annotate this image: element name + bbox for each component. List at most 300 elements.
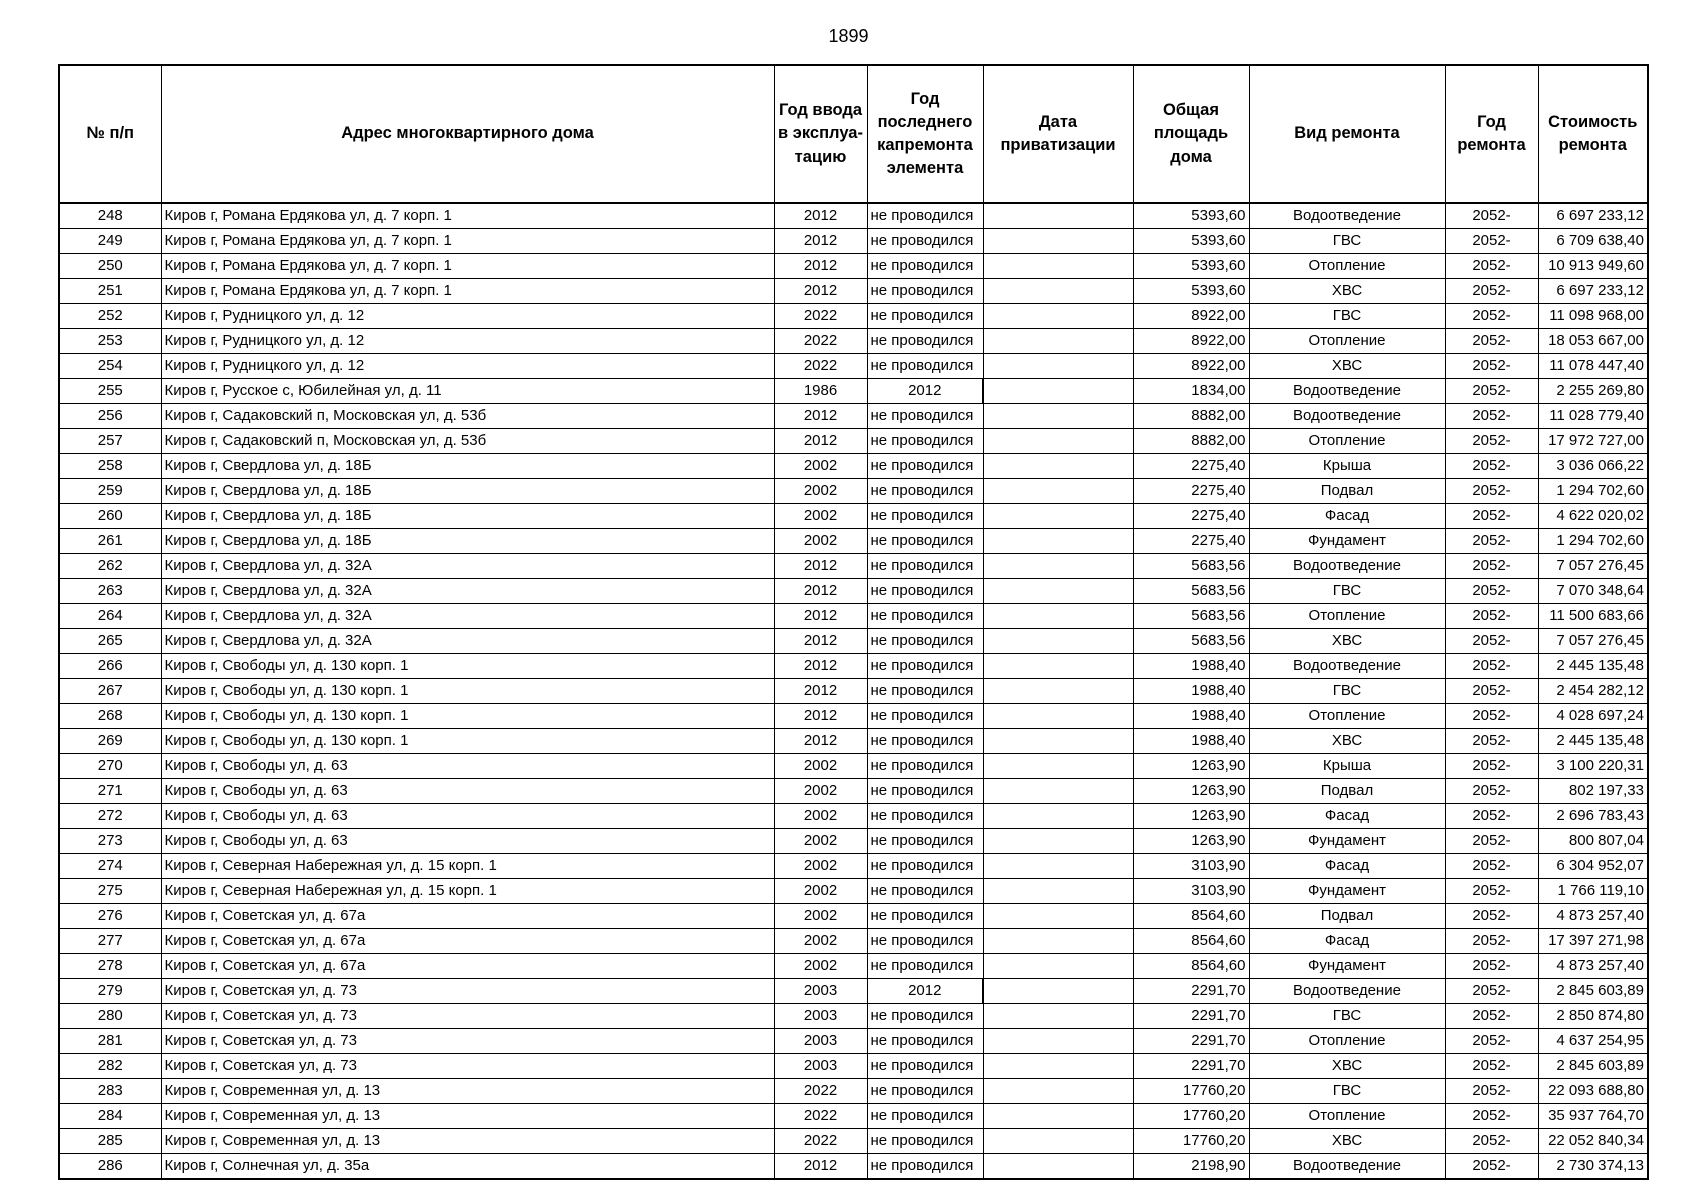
cell-privatization [983,279,1133,304]
cell-repair-year: 2052- [1445,754,1538,779]
cell-privatization [983,404,1133,429]
cell-num: 249 [59,229,161,254]
cell-year-built: 2012 [774,404,867,429]
header-area: Общая площадь дома [1133,65,1249,203]
cell-repair-year: 2052- [1445,629,1538,654]
table-row [59,554,1648,579]
cell-year-built: 2003 [774,1004,867,1029]
cell-last-repair: не проводился [867,704,983,729]
cell-cost: 2 445 135,48 [1538,729,1648,754]
header-repair-type: Вид ремонта [1249,65,1445,203]
cell-address: Киров г, Свердлова ул, д. 32А [161,629,774,654]
cell-area: 1988,40 [1133,729,1249,754]
table-row [59,954,1648,979]
cell-last-repair: не проводился [867,579,983,604]
cell-repair-type: ХВС [1249,1129,1445,1154]
cell-year-built: 2022 [774,1104,867,1129]
cell-repair-type: Водоотведение [1249,654,1445,679]
cell-address: Киров г, Свободы ул, д. 130 корп. 1 [161,654,774,679]
cell-year-built: 2003 [774,979,867,1004]
cell-last-repair: 2012 [867,379,983,404]
cell-repair-year: 2052- [1445,379,1538,404]
cell-year-built: 2012 [774,254,867,279]
cell-year-built: 2002 [774,454,867,479]
cell-area: 5393,60 [1133,229,1249,254]
cell-repair-type: Отопление [1249,604,1445,629]
cell-repair-year: 2052- [1445,254,1538,279]
cell-privatization [983,704,1133,729]
cell-area: 8564,60 [1133,954,1249,979]
table-body [59,203,1648,1179]
cell-num: 258 [59,454,161,479]
cell-cost: 3 100 220,31 [1538,754,1648,779]
cell-num: 262 [59,554,161,579]
cell-address: Киров г, Рудницкого ул, д. 12 [161,304,774,329]
cell-repair-year: 2052- [1445,904,1538,929]
table-row [59,1054,1648,1079]
cell-num: 259 [59,479,161,504]
table-row [59,329,1648,354]
cell-address: Киров г, Советская ул, д. 73 [161,1029,774,1054]
cell-cost: 3 036 066,22 [1538,454,1648,479]
cell-area: 8882,00 [1133,429,1249,454]
cell-cost: 2 730 374,13 [1538,1154,1648,1180]
cell-num: 267 [59,679,161,704]
cell-address: Киров г, Свердлова ул, д. 32А [161,579,774,604]
cell-area: 3103,90 [1133,879,1249,904]
cell-address: Киров г, Современная ул, д. 13 [161,1079,774,1104]
cell-address: Киров г, Свердлова ул, д. 18Б [161,454,774,479]
cell-area: 2291,70 [1133,979,1249,1004]
cell-last-repair: не проводился [867,504,983,529]
cell-privatization [983,1054,1133,1079]
cell-num: 264 [59,604,161,629]
cell-last-repair: не проводился [867,754,983,779]
cell-cost: 22 052 840,34 [1538,1129,1648,1154]
cell-num: 265 [59,629,161,654]
cell-repair-type: ХВС [1249,729,1445,754]
header-privatization: Дата приватизации [983,65,1133,203]
cell-repair-type: Водоотведение [1249,379,1445,404]
cell-area: 5683,56 [1133,629,1249,654]
cell-repair-type: Крыша [1249,454,1445,479]
cell-year-built: 2012 [774,604,867,629]
cell-privatization [983,203,1133,229]
cell-cost: 18 053 667,00 [1538,329,1648,354]
header-repair-year: Год ремонта [1445,65,1538,203]
cell-address: Киров г, Свободы ул, д. 63 [161,804,774,829]
cell-cost: 4 028 697,24 [1538,704,1648,729]
table-row [59,1079,1648,1104]
table-row [59,479,1648,504]
cell-year-built: 2012 [774,654,867,679]
table-row [59,629,1648,654]
cell-address: Киров г, Свердлова ул, д. 18Б [161,479,774,504]
cell-area: 1263,90 [1133,804,1249,829]
cell-address: Киров г, Современная ул, д. 13 [161,1104,774,1129]
header-last-repair: Год последнего капремонта элемента [867,65,983,203]
cell-last-repair: не проводился [867,454,983,479]
cell-repair-type: Отопление [1249,254,1445,279]
cell-repair-type: Фасад [1249,854,1445,879]
cell-last-repair: не проводился [867,654,983,679]
cell-address: Киров г, Садаковский п, Московская ул, д. 53б [161,429,774,454]
cell-repair-type: Подвал [1249,904,1445,929]
cell-repair-year: 2052- [1445,279,1538,304]
cell-area: 1988,40 [1133,679,1249,704]
table-row [59,1029,1648,1054]
cell-privatization [983,604,1133,629]
cell-cost: 802 197,33 [1538,779,1648,804]
cell-repair-type: Фундамент [1249,829,1445,854]
cell-privatization [983,529,1133,554]
cell-repair-type: Фасад [1249,929,1445,954]
cell-repair-year: 2052- [1445,704,1538,729]
cell-address: Киров г, Романа Ердякова ул, д. 7 корп. 1 [161,279,774,304]
cell-repair-year: 2052- [1445,203,1538,229]
cell-year-built: 2022 [774,304,867,329]
cell-privatization [983,379,1133,404]
cell-address: Киров г, Садаковский п, Московская ул, д. 53б [161,404,774,429]
cell-cost: 2 696 783,43 [1538,804,1648,829]
cell-year-built: 2012 [774,229,867,254]
cell-address: Киров г, Советская ул, д. 73 [161,1054,774,1079]
cell-privatization [983,729,1133,754]
cell-num: 285 [59,1129,161,1154]
cell-repair-year: 2052- [1445,454,1538,479]
cell-area: 17760,20 [1133,1129,1249,1154]
cell-repair-year: 2052- [1445,929,1538,954]
cell-cost: 2 255 269,80 [1538,379,1648,404]
cell-area: 8922,00 [1133,304,1249,329]
cell-repair-type: ГВС [1249,679,1445,704]
cell-cost: 11 028 779,40 [1538,404,1648,429]
cell-address: Киров г, Свободы ул, д. 63 [161,779,774,804]
cell-cost: 1 294 702,60 [1538,529,1648,554]
cell-privatization [983,779,1133,804]
cell-cost: 7 057 276,45 [1538,629,1648,654]
table-row [59,654,1648,679]
cell-repair-type: Подвал [1249,779,1445,804]
cell-area: 1834,00 [1133,379,1249,404]
table-row [59,1004,1648,1029]
table-row [59,679,1648,704]
cell-repair-type: Водоотведение [1249,554,1445,579]
cell-last-repair: не проводился [867,479,983,504]
cell-privatization [983,354,1133,379]
cell-repair-type: Фундамент [1249,954,1445,979]
cell-privatization [983,329,1133,354]
cell-cost: 1 766 119,10 [1538,879,1648,904]
cell-last-repair: не проводился [867,804,983,829]
cell-last-repair: не проводился [867,1154,983,1180]
cell-area: 2291,70 [1133,1054,1249,1079]
cell-area: 8564,60 [1133,904,1249,929]
cell-repair-type: Крыша [1249,754,1445,779]
cell-repair-type: ГВС [1249,304,1445,329]
cell-num: 268 [59,704,161,729]
table-row [59,929,1648,954]
cell-repair-type: Водоотведение [1249,404,1445,429]
cell-num: 251 [59,279,161,304]
cell-cost: 10 913 949,60 [1538,254,1648,279]
cell-repair-type: Отопление [1249,704,1445,729]
cell-repair-type: ХВС [1249,629,1445,654]
cell-area: 1263,90 [1133,829,1249,854]
cell-num: 260 [59,504,161,529]
table-row [59,604,1648,629]
cell-last-repair: не проводился [867,629,983,654]
cell-cost: 7 057 276,45 [1538,554,1648,579]
cell-privatization [983,1129,1133,1154]
cell-last-repair: не проводился [867,554,983,579]
cell-privatization [983,1004,1133,1029]
cell-year-built: 2002 [774,904,867,929]
cell-num: 261 [59,529,161,554]
cell-repair-year: 2052- [1445,804,1538,829]
cell-num: 274 [59,854,161,879]
cell-address: Киров г, Советская ул, д. 67а [161,954,774,979]
cell-repair-year: 2052- [1445,1104,1538,1129]
cell-cost: 17 397 271,98 [1538,929,1648,954]
table-row [59,254,1648,279]
cell-cost: 1 294 702,60 [1538,479,1648,504]
cell-last-repair: не проводился [867,354,983,379]
cell-repair-year: 2052- [1445,429,1538,454]
cell-area: 1988,40 [1133,704,1249,729]
cell-num: 284 [59,1104,161,1129]
cell-privatization [983,679,1133,704]
cell-repair-year: 2052- [1445,879,1538,904]
cell-privatization [983,504,1133,529]
cell-cost: 17 972 727,00 [1538,429,1648,454]
cell-year-built: 2022 [774,1129,867,1154]
cell-year-built: 2012 [774,679,867,704]
cell-year-built: 2012 [774,704,867,729]
cell-privatization [983,1154,1133,1180]
cell-year-built: 2022 [774,354,867,379]
cell-year-built: 2012 [774,554,867,579]
cell-repair-year: 2052- [1445,304,1538,329]
cell-area: 5683,56 [1133,554,1249,579]
cell-cost: 2 845 603,89 [1538,979,1648,1004]
table-row [59,279,1648,304]
cell-num: 257 [59,429,161,454]
cell-privatization [983,979,1133,1004]
cell-num: 254 [59,354,161,379]
cell-last-repair: не проводился [867,1004,983,1029]
cell-cost: 7 070 348,64 [1538,579,1648,604]
cell-repair-year: 2052- [1445,829,1538,854]
cell-privatization [983,1079,1133,1104]
cell-repair-type: Отопление [1249,329,1445,354]
cell-repair-year: 2052- [1445,679,1538,704]
cell-privatization [983,804,1133,829]
cell-repair-year: 2052- [1445,779,1538,804]
cell-privatization [983,854,1133,879]
cell-num: 263 [59,579,161,604]
table-row [59,729,1648,754]
cell-area: 8882,00 [1133,404,1249,429]
cell-repair-type: ХВС [1249,279,1445,304]
cell-area: 8922,00 [1133,329,1249,354]
cell-privatization [983,904,1133,929]
cell-address: Киров г, Рудницкого ул, д. 12 [161,329,774,354]
cell-year-built: 2002 [774,929,867,954]
cell-last-repair: не проводился [867,829,983,854]
cell-privatization [983,1029,1133,1054]
cell-cost: 6 697 233,12 [1538,279,1648,304]
cell-area: 5393,60 [1133,279,1249,304]
cell-repair-year: 2052- [1445,654,1538,679]
cell-year-built: 1986 [774,379,867,404]
table-row [59,429,1648,454]
table-row [59,304,1648,329]
cell-area: 17760,20 [1133,1104,1249,1129]
table-row [59,379,1648,404]
cell-num: 248 [59,203,161,229]
cell-repair-type: Подвал [1249,479,1445,504]
cell-address: Киров г, Романа Ердякова ул, д. 7 корп. 1 [161,229,774,254]
cell-area: 1263,90 [1133,754,1249,779]
cell-area: 5683,56 [1133,604,1249,629]
cell-year-built: 2012 [774,729,867,754]
cell-last-repair: не проводился [867,1029,983,1054]
cell-area: 5393,60 [1133,203,1249,229]
cell-area: 3103,90 [1133,854,1249,879]
cell-privatization [983,929,1133,954]
cell-num: 275 [59,879,161,904]
cell-year-built: 2012 [774,1154,867,1180]
cell-repair-year: 2052- [1445,1029,1538,1054]
table-row [59,203,1648,229]
cell-last-repair: не проводился [867,779,983,804]
cell-cost: 35 937 764,70 [1538,1104,1648,1129]
cell-address: Киров г, Романа Ердякова ул, д. 7 корп. 1 [161,254,774,279]
cell-year-built: 2012 [774,279,867,304]
cell-area: 5393,60 [1133,254,1249,279]
cell-cost: 2 850 874,80 [1538,1004,1648,1029]
cell-last-repair: не проводился [867,929,983,954]
cell-last-repair: не проводился [867,1104,983,1129]
cell-repair-year: 2052- [1445,504,1538,529]
cell-repair-year: 2052- [1445,554,1538,579]
cell-privatization [983,654,1133,679]
cell-privatization [983,579,1133,604]
cell-year-built: 2002 [774,779,867,804]
table-row [59,1104,1648,1129]
cell-area: 2275,40 [1133,454,1249,479]
cell-area: 1988,40 [1133,654,1249,679]
table-row [59,904,1648,929]
header-num: № п/п [59,65,161,203]
table-row [59,454,1648,479]
cell-address: Киров г, Советская ул, д. 73 [161,979,774,1004]
cell-repair-year: 2052- [1445,229,1538,254]
table-row [59,854,1648,879]
cell-last-repair: не проводился [867,854,983,879]
cell-year-built: 2003 [774,1054,867,1079]
cell-cost: 4 873 257,40 [1538,904,1648,929]
cell-cost: 6 304 952,07 [1538,854,1648,879]
table-row [59,229,1648,254]
cell-repair-year: 2052- [1445,479,1538,504]
table-row [59,354,1648,379]
cell-num: 281 [59,1029,161,1054]
table-header-row [59,65,1648,203]
cell-year-built: 2022 [774,329,867,354]
cell-address: Киров г, Свердлова ул, д. 18Б [161,529,774,554]
cell-last-repair: не проводился [867,1079,983,1104]
cell-repair-year: 2052- [1445,604,1538,629]
cell-repair-type: Фундамент [1249,529,1445,554]
cell-year-built: 2002 [774,754,867,779]
cell-year-built: 2002 [774,804,867,829]
cell-year-built: 2022 [774,1079,867,1104]
cell-year-built: 2003 [774,1029,867,1054]
table-row [59,1154,1648,1180]
page-number: 1899 [828,26,869,46]
cell-cost: 2 454 282,12 [1538,679,1648,704]
cell-address: Киров г, Свободы ул, д. 63 [161,754,774,779]
cell-area: 1263,90 [1133,779,1249,804]
cell-area: 2291,70 [1133,1029,1249,1054]
cell-num: 276 [59,904,161,929]
cell-privatization [983,829,1133,854]
cell-num: 282 [59,1054,161,1079]
cell-address: Киров г, Свободы ул, д. 130 корп. 1 [161,729,774,754]
cell-num: 270 [59,754,161,779]
cell-repair-year: 2052- [1445,1154,1538,1180]
cell-area: 8922,00 [1133,354,1249,379]
repair-table [58,64,1649,1180]
cell-address: Киров г, Рудницкого ул, д. 12 [161,354,774,379]
cell-privatization [983,629,1133,654]
cell-address: Киров г, Свердлова ул, д. 32А [161,604,774,629]
cell-last-repair: не проводился [867,329,983,354]
cell-repair-year: 2052- [1445,729,1538,754]
cell-repair-type: Фасад [1249,504,1445,529]
cell-num: 250 [59,254,161,279]
table-row [59,979,1648,1004]
cell-last-repair: не проводился [867,229,983,254]
cell-repair-year: 2052- [1445,1129,1538,1154]
cell-last-repair: не проводился [867,254,983,279]
cell-privatization [983,879,1133,904]
cell-year-built: 2002 [774,829,867,854]
cell-repair-type: Водоотведение [1249,203,1445,229]
cell-year-built: 2002 [774,529,867,554]
cell-num: 269 [59,729,161,754]
header-year-built: Год ввода в эксплуа-тацию [774,65,867,203]
cell-last-repair: не проводился [867,279,983,304]
cell-address: Киров г, Советская ул, д. 73 [161,1004,774,1029]
cell-last-repair: не проводился [867,729,983,754]
cell-num: 272 [59,804,161,829]
cell-cost: 6 697 233,12 [1538,203,1648,229]
cell-year-built: 2012 [774,203,867,229]
cell-cost: 11 098 968,00 [1538,304,1648,329]
cell-last-repair: не проводился [867,404,983,429]
cell-privatization [983,554,1133,579]
table-row [59,804,1648,829]
cell-area: 2275,40 [1133,479,1249,504]
cell-repair-year: 2052- [1445,404,1538,429]
cell-address: Киров г, Северная Набережная ул, д. 15 корп. 1 [161,879,774,904]
cell-privatization [983,229,1133,254]
cell-last-repair: не проводился [867,1129,983,1154]
cell-address: Киров г, Советская ул, д. 67а [161,929,774,954]
